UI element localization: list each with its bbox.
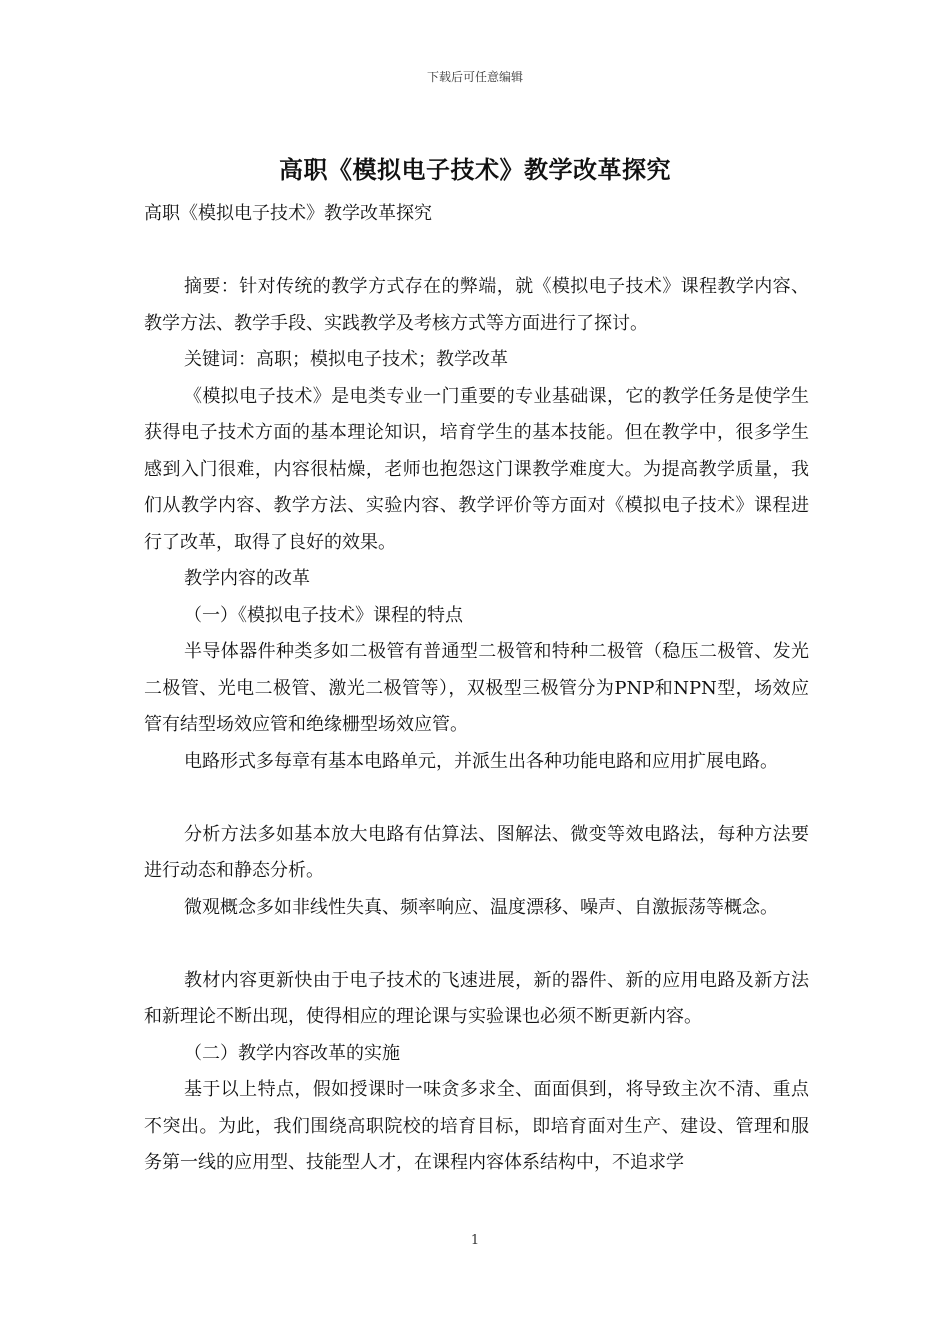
subsection-heading-1: （一）《模拟电子技术》课程的特点 <box>184 604 463 626</box>
paragraph-concepts: 微观概念多如非线性失真、频率响应、温度漂移、噪声、自激振荡等概念。 <box>184 896 778 918</box>
document-title: 高职《模拟电子技术》教学改革探究 <box>279 156 671 184</box>
paragraph-devices: 半导体器件种类多如二极管有普通型二极管和特种二极管（稳压二极管、发光二极管、光电二极管、激光二极管等），双极型三极管分为PNP和NPN型，场效应管有结型场效应管和绝缘栅型场效应管。 <box>144 641 809 735</box>
abstract-paragraph: 摘要：针对传统的教学方式存在的弊端，就《模拟电子技术》课程教学内容、教学方法、教学手段、实践教学及考核方式等方面进行了探讨。 <box>144 276 809 334</box>
blank-line <box>144 926 809 963</box>
paragraph-updates: 教材内容更新快由于电子技术的飞速进展，新的器件、新的应用电路及新方法和新理论不断出现，使得相应的理论课与实验课也必须不断更新内容。 <box>144 969 809 1027</box>
subsection-heading-2: （二）教学内容改革的实施 <box>184 1042 400 1064</box>
section-heading: 教学内容的改革 <box>184 568 310 589</box>
page-number: 1 <box>470 1233 480 1248</box>
page-header: 下载后可任意编辑 <box>426 70 523 84</box>
keywords-paragraph: 关键词：高职；模拟电子技术；教学改革 <box>184 349 508 370</box>
paragraph-methods: 分析方法多如基本放大电路有估算法、图解法、微变等效电路法，每种方法要进行动态和静态分析。 <box>144 823 809 881</box>
blank-line <box>144 780 809 817</box>
document-body <box>144 196 809 1182</box>
subtitle-paragraph: 高职《模拟电子技术》教学改革探究 <box>144 203 432 224</box>
intro-paragraph: 《模拟电子技术》是电类专业一门重要的专业基础课，它的教学任务是使学生获得电子技术方面的基本理论知识，培育学生的基本技能。但在教学中，很多学生感到入门很难，内容很枯燥，老师也抱怨这门课教学难度大。为提高教学质量，我们从教学内容、教学方法、实验内容、教学评价等方面对《模拟电子技术》课程进行了改革，取得了良好的效果。 <box>144 385 809 553</box>
paragraph-circuits: 电路形式多每章有基本电路单元，并派生出各种功能电路和应用扩展电路。 <box>184 750 778 772</box>
blank-line <box>144 233 809 270</box>
paragraph-implementation: 基于以上特点，假如授课时一味贪多求全、面面俱到，将导致主次不清、重点不突出。为此，我们围绕高职院校的培育目标，即培育面对生产、建设、管理和服务第一线的应用型、技能型人才，在课程内容体系结构中，不追求学 <box>144 1079 809 1173</box>
